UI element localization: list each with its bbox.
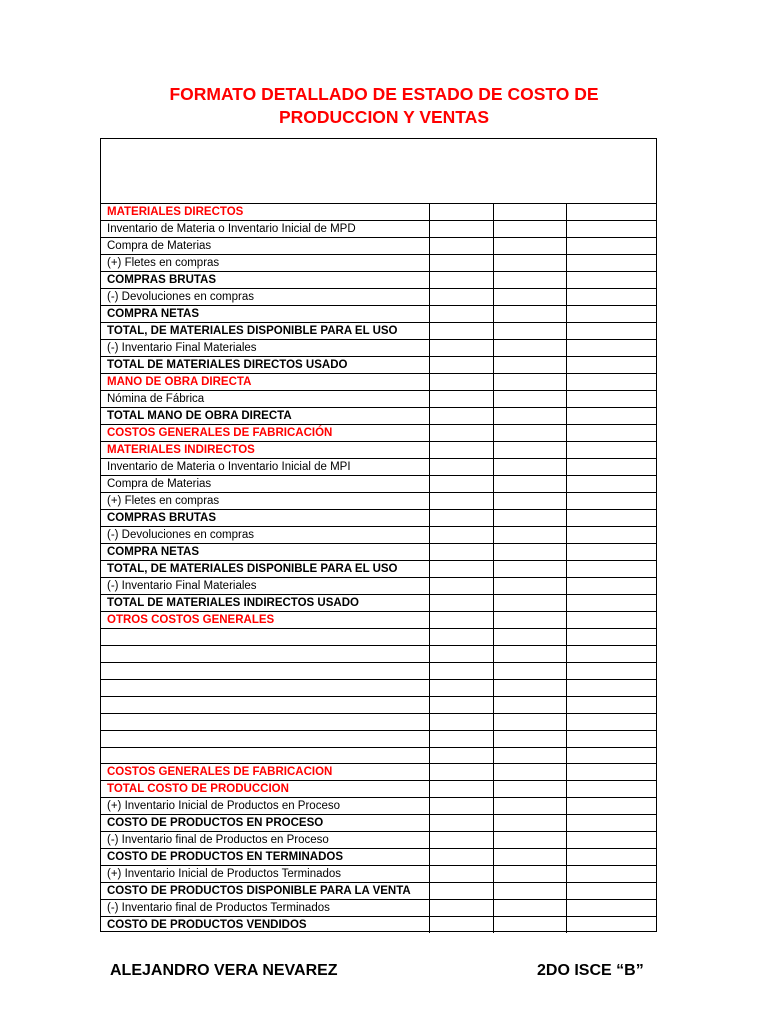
table-row [101, 883, 656, 900]
amount-cell-2[interactable] [494, 578, 567, 594]
amount-cell-2[interactable] [494, 459, 567, 475]
amount-cell-2[interactable] [494, 646, 567, 662]
row-label: (-) Inventario final de Productos en Proceso [107, 834, 329, 846]
amount-cell-3[interactable] [567, 714, 656, 730]
row-label: COSTO DE PRODUCTOS DISPONIBLE PARA LA VENTA [107, 885, 411, 897]
row-label: (+) Fletes en compras [107, 495, 220, 507]
amount-cell-3[interactable] [567, 255, 656, 271]
amount-cell-1[interactable] [430, 917, 494, 933]
concept-cell [101, 697, 430, 713]
amount-cell-3[interactable] [567, 374, 656, 390]
amount-cell-3[interactable] [567, 272, 656, 288]
table-row [101, 900, 656, 917]
amount-cell-3[interactable] [567, 595, 656, 611]
table-row [101, 391, 656, 408]
amount-cell-3[interactable] [567, 238, 656, 254]
amount-cell-3[interactable] [567, 866, 656, 882]
concept-cell [101, 764, 430, 780]
amount-cell-1[interactable] [430, 204, 494, 220]
amount-cell-3[interactable] [567, 323, 656, 339]
amount-cell-1[interactable] [430, 612, 494, 628]
title-line-2: PRODUCCION Y VENTAS [278, 107, 490, 127]
amount-cell-2[interactable] [494, 832, 567, 848]
amount-cell-2[interactable] [494, 374, 567, 390]
table-row [101, 204, 656, 221]
table-row [101, 527, 656, 544]
concept-cell [101, 595, 430, 611]
table-row [101, 306, 656, 323]
row-label: COSTOS GENERALES DE FABRICACIÓN [107, 427, 333, 439]
concept-cell [101, 527, 430, 543]
table-row [101, 561, 656, 578]
concept-cell [101, 815, 430, 831]
concept-cell [101, 680, 430, 696]
amount-cell-2[interactable] [494, 340, 567, 356]
concept-cell [101, 663, 430, 679]
concept-cell [101, 781, 430, 797]
amount-cell-2[interactable] [494, 697, 567, 713]
concept-cell [101, 917, 430, 933]
amount-cell-3[interactable] [567, 663, 656, 679]
document-title [0, 83, 768, 129]
concept-cell [101, 612, 430, 628]
amount-cell-1[interactable] [430, 815, 494, 831]
table-row [101, 748, 656, 764]
amount-cell-1[interactable] [430, 425, 494, 441]
amount-cell-1[interactable] [430, 272, 494, 288]
row-label: COMPRA NETAS [107, 546, 199, 558]
row-label: (-) Devoluciones en compras [107, 529, 255, 541]
concept-cell [101, 204, 430, 220]
table-row [101, 476, 656, 493]
table-row [101, 425, 656, 442]
row-label: MATERIALES DIRECTOS [107, 206, 244, 218]
table-row [101, 697, 656, 714]
amount-cell-2[interactable] [494, 798, 567, 814]
table-row [101, 731, 656, 748]
amount-cell-2[interactable] [494, 900, 567, 916]
title-line-1: FORMATO DETALLADO DE ESTADO DE COSTO DE [169, 84, 599, 104]
amount-cell-2[interactable] [494, 917, 567, 933]
amount-cell-1[interactable] [430, 323, 494, 339]
concept-cell [101, 883, 430, 899]
amount-cell-3[interactable] [567, 442, 656, 458]
amount-cell-1[interactable] [430, 697, 494, 713]
amount-cell-1[interactable] [430, 476, 494, 492]
row-label: (-) Inventario Final Materiales [107, 580, 257, 592]
concept-cell [101, 340, 430, 356]
amount-cell-1[interactable] [430, 544, 494, 560]
amount-cell-1[interactable] [430, 289, 494, 305]
amount-cell-1[interactable] [430, 798, 494, 814]
amount-cell-3[interactable] [567, 849, 656, 865]
cost-statement-table [100, 138, 657, 932]
table-row [101, 578, 656, 595]
row-label: TOTAL DE MATERIALES INDIRECTOS USADO [107, 597, 359, 609]
amount-cell-3[interactable] [567, 781, 656, 797]
concept-cell [101, 866, 430, 882]
concept-cell [101, 748, 430, 763]
table-row [101, 917, 656, 934]
amount-cell-2[interactable] [494, 272, 567, 288]
amount-cell-3[interactable] [567, 476, 656, 492]
amount-cell-1[interactable] [430, 340, 494, 356]
table-row [101, 798, 656, 815]
amount-cell-2[interactable] [494, 221, 567, 237]
amount-cell-2[interactable] [494, 493, 567, 509]
amount-cell-1[interactable] [430, 391, 494, 407]
row-label: Inventario de Materia o Inventario Inicial de MPI [107, 461, 351, 473]
amount-cell-3[interactable] [567, 391, 656, 407]
table-row [101, 781, 656, 798]
row-label: MANO DE OBRA DIRECTA [107, 376, 252, 388]
amount-cell-2[interactable] [494, 527, 567, 543]
row-label: COSTO DE PRODUCTOS EN PROCESO [107, 817, 324, 829]
row-label: TOTAL COSTO DE PRODUCCION [107, 783, 289, 795]
row-label: TOTAL MANO DE OBRA DIRECTA [107, 410, 292, 422]
amount-cell-3[interactable] [567, 917, 656, 933]
amount-cell-3[interactable] [567, 289, 656, 305]
amount-cell-2[interactable] [494, 714, 567, 730]
amount-cell-2[interactable] [494, 408, 567, 424]
amount-cell-3[interactable] [567, 900, 656, 916]
amount-cell-3[interactable] [567, 646, 656, 662]
row-label: MATERIALES INDIRECTOS [107, 444, 255, 456]
amount-cell-2[interactable] [494, 595, 567, 611]
table-row [101, 255, 656, 272]
row-label: COSTO DE PRODUCTOS VENDIDOS [107, 919, 307, 931]
row-label: (-) Devoluciones en compras [107, 291, 255, 303]
amount-cell-1[interactable] [430, 629, 494, 645]
row-label: COMPRAS BRUTAS [107, 274, 217, 286]
amount-cell-1[interactable] [430, 442, 494, 458]
concept-cell [101, 408, 430, 424]
amount-cell-3[interactable] [567, 680, 656, 696]
amount-cell-2[interactable] [494, 306, 567, 322]
concept-cell [101, 357, 430, 373]
concept-cell [101, 391, 430, 407]
amount-cell-2[interactable] [494, 612, 567, 628]
concept-cell [101, 646, 430, 662]
concept-cell [101, 323, 430, 339]
amount-cell-1[interactable] [430, 748, 494, 763]
amount-cell-1[interactable] [430, 255, 494, 271]
amount-cell-1[interactable] [430, 832, 494, 848]
row-label: (-) Inventario Final Materiales [107, 342, 257, 354]
amount-cell-3[interactable] [567, 561, 656, 577]
table-row [101, 849, 656, 866]
amount-cell-3[interactable] [567, 493, 656, 509]
amount-cell-1[interactable] [430, 731, 494, 747]
concept-cell [101, 510, 430, 526]
amount-cell-3[interactable] [567, 408, 656, 424]
amount-cell-3[interactable] [567, 510, 656, 526]
amount-cell-3[interactable] [567, 340, 656, 356]
amount-cell-2[interactable] [494, 425, 567, 441]
amount-cell-2[interactable] [494, 629, 567, 645]
table-row [101, 510, 656, 527]
concept-cell [101, 578, 430, 594]
amount-cell-1[interactable] [430, 764, 494, 780]
row-label: Compra de Materias [107, 478, 212, 490]
concept-cell [101, 561, 430, 577]
concept-cell [101, 832, 430, 848]
amount-cell-2[interactable] [494, 764, 567, 780]
table-row [101, 323, 656, 340]
amount-cell-1[interactable] [430, 221, 494, 237]
amount-cell-1[interactable] [430, 357, 494, 373]
amount-cell-1[interactable] [430, 306, 494, 322]
amount-cell-2[interactable] [494, 255, 567, 271]
amount-cell-3[interactable] [567, 425, 656, 441]
table-row [101, 764, 656, 781]
amount-cell-3[interactable] [567, 527, 656, 543]
row-label: Inventario de Materia o Inventario Inicial de MPD [107, 223, 356, 235]
concept-cell [101, 849, 430, 865]
concept-cell [101, 306, 430, 322]
table-row [101, 272, 656, 289]
table-row [101, 442, 656, 459]
amount-cell-1[interactable] [430, 714, 494, 730]
amount-cell-1[interactable] [430, 866, 494, 882]
table-row [101, 629, 656, 646]
author-name: ALEJANDRO VERA NEVAREZ [110, 962, 338, 979]
amount-cell-1[interactable] [430, 561, 494, 577]
amount-cell-1[interactable] [430, 238, 494, 254]
amount-cell-3[interactable] [567, 832, 656, 848]
row-label: OTROS COSTOS GENERALES [107, 614, 275, 626]
concept-cell [101, 255, 430, 271]
amount-cell-2[interactable] [494, 815, 567, 831]
amount-cell-3[interactable] [567, 306, 656, 322]
amount-cell-1[interactable] [430, 527, 494, 543]
amount-cell-3[interactable] [567, 357, 656, 373]
amount-cell-2[interactable] [494, 544, 567, 560]
amount-cell-3[interactable] [567, 629, 656, 645]
row-label: COSTO DE PRODUCTOS EN TERMINADOS [107, 851, 343, 863]
concept-cell [101, 272, 430, 288]
table-row [101, 374, 656, 391]
amount-cell-3[interactable] [567, 697, 656, 713]
amount-cell-1[interactable] [430, 900, 494, 916]
amount-cell-2[interactable] [494, 866, 567, 882]
amount-cell-2[interactable] [494, 391, 567, 407]
amount-cell-1[interactable] [430, 493, 494, 509]
row-label: COMPRA NETAS [107, 308, 199, 320]
row-label: Compra de Materias [107, 240, 212, 252]
table-row [101, 221, 656, 238]
table-row [101, 832, 656, 849]
concept-cell [101, 442, 430, 458]
table-row [101, 612, 656, 629]
amount-cell-2[interactable] [494, 510, 567, 526]
amount-cell-2[interactable] [494, 323, 567, 339]
amount-cell-2[interactable] [494, 781, 567, 797]
row-label: TOTAL, DE MATERIALES DISPONIBLE PARA EL USO [107, 563, 398, 575]
amount-cell-2[interactable] [494, 561, 567, 577]
concept-cell [101, 493, 430, 509]
table-row [101, 714, 656, 731]
concept-cell [101, 714, 430, 730]
row-label: COMPRAS BRUTAS [107, 512, 217, 524]
concept-cell [101, 238, 430, 254]
amount-cell-2[interactable] [494, 204, 567, 220]
concept-cell [101, 544, 430, 560]
amount-cell-1[interactable] [430, 459, 494, 475]
amount-cell-2[interactable] [494, 883, 567, 899]
concept-cell [101, 629, 430, 645]
table-row [101, 815, 656, 832]
concept-cell [101, 798, 430, 814]
row-label: Nómina de Fábrica [107, 393, 205, 405]
amount-cell-3[interactable] [567, 459, 656, 475]
amount-cell-2[interactable] [494, 731, 567, 747]
amount-cell-1[interactable] [430, 883, 494, 899]
table-row [101, 459, 656, 476]
amount-cell-3[interactable] [567, 883, 656, 899]
concept-cell [101, 476, 430, 492]
row-label: TOTAL DE MATERIALES DIRECTOS USADO [107, 359, 348, 371]
amount-cell-1[interactable] [430, 510, 494, 526]
amount-cell-3[interactable] [567, 544, 656, 560]
amount-cell-3[interactable] [567, 748, 656, 763]
concept-cell [101, 425, 430, 441]
group-label: 2DO ISCE “B” [537, 962, 644, 979]
row-label: COSTOS GENERALES DE FABRICACION [107, 766, 333, 778]
table-row [101, 340, 656, 357]
amount-cell-1[interactable] [430, 781, 494, 797]
table-row [101, 646, 656, 663]
amount-cell-2[interactable] [494, 238, 567, 254]
table-row [101, 866, 656, 883]
amount-cell-1[interactable] [430, 578, 494, 594]
amount-cell-3[interactable] [567, 578, 656, 594]
amount-cell-1[interactable] [430, 374, 494, 390]
amount-cell-3[interactable] [567, 612, 656, 628]
amount-cell-2[interactable] [494, 748, 567, 763]
row-label: TOTAL, DE MATERIALES DISPONIBLE PARA EL USO [107, 325, 398, 337]
table-row [101, 238, 656, 255]
concept-cell [101, 289, 430, 305]
amount-cell-2[interactable] [494, 663, 567, 679]
amount-cell-1[interactable] [430, 849, 494, 865]
table-row [101, 493, 656, 510]
amount-cell-3[interactable] [567, 731, 656, 747]
amount-cell-2[interactable] [494, 476, 567, 492]
amount-cell-3[interactable] [567, 815, 656, 831]
amount-cell-1[interactable] [430, 646, 494, 662]
amount-cell-2[interactable] [494, 442, 567, 458]
amount-cell-2[interactable] [494, 289, 567, 305]
amount-cell-1[interactable] [430, 595, 494, 611]
table-row [101, 408, 656, 425]
amount-cell-3[interactable] [567, 204, 656, 220]
table-row [101, 680, 656, 697]
table-row [101, 289, 656, 306]
amount-cell-2[interactable] [494, 849, 567, 865]
concept-cell [101, 900, 430, 916]
table-row [101, 357, 656, 374]
table-row [101, 595, 656, 612]
amount-cell-3[interactable] [567, 798, 656, 814]
amount-cell-1[interactable] [430, 680, 494, 696]
row-label: (+) Fletes en compras [107, 257, 220, 269]
amount-cell-1[interactable] [430, 663, 494, 679]
concept-cell [101, 731, 430, 747]
concept-cell [101, 374, 430, 390]
concept-cell [101, 221, 430, 237]
row-label: (-) Inventario final de Productos Terminados [107, 902, 330, 914]
row-label: (+) Inventario Inicial de Productos Terminados [107, 868, 342, 880]
concept-cell [101, 459, 430, 475]
amount-cell-2[interactable] [494, 357, 567, 373]
table-header-box [101, 139, 656, 204]
amount-cell-2[interactable] [494, 680, 567, 696]
row-label: (+) Inventario Inicial de Productos en Proceso [107, 800, 340, 812]
amount-cell-1[interactable] [430, 408, 494, 424]
amount-cell-3[interactable] [567, 764, 656, 780]
table-row [101, 663, 656, 680]
amount-cell-3[interactable] [567, 221, 656, 237]
table-row [101, 544, 656, 561]
